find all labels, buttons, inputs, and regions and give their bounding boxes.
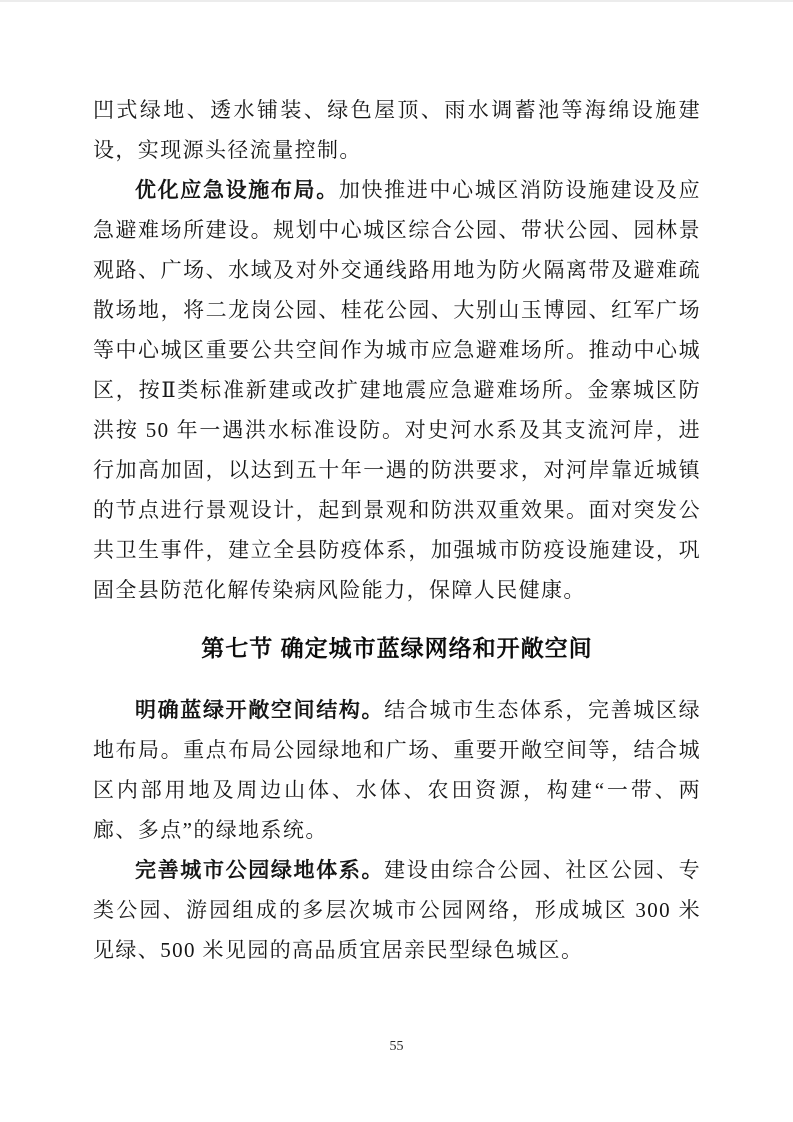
text-block (93, 90, 701, 970)
paragraph-text: 凹式绿地、透水铺装、绿色屋顶、雨水调蓄池等海绵设施建设，实现源头径流量控制。 (93, 98, 701, 162)
paragraph-emergency-facilities (93, 170, 701, 610)
paragraph-lead: 明确蓝绿开敞空间结构。 (135, 698, 385, 722)
paragraph-text: 结合城市生态体系，完善城区绿地布局。重点布局公园绿地和广场、重要开敞空间等，结合城区内部用地及周边山体、水体、农田资源，构建“一带、两廊、多点”的绿地系统。 (93, 698, 701, 842)
paragraph-lead: 完善城市公园绿地体系。 (135, 858, 385, 882)
paragraph-text: 建设由综合公园、社区公园、专类公园、游园组成的多层次城市公园网络，形成城区 300 米见绿、500 米见园的高品质宜居亲民型绿色城区。 (93, 858, 701, 962)
paragraph-blue-green-structure (93, 690, 701, 850)
section-heading: 第七节 确定城市蓝绿网络和开敞空间 (201, 635, 593, 661)
paragraph-continuation (93, 90, 701, 170)
paragraph-text: 加快推进中心城区消防设施建设及应急避难场所建设。规划中心城区综合公园、带状公园、园林景观路、广场、水域及对外交通线路用地为防火隔离带及避难疏散场地，将二龙岗公园、桂花公园、大别山玉博园、红军广场等中心城区重要公共空间作为城市应急避难场所。推动中心城区，按Ⅱ类标准新建或改扩建地震应急避难场所。金寨城区防洪按 50 年一遇洪水标准设防。对史河水系及其支流河岸，进行加高加固，以达到五十年一遇的防洪要求，对河岸靠近城镇的节点进行景观设计，起到景观和防洪双重效果。面对突发公共卫生事件，建立全县防疫体系，加强城市防疫设施建设，巩固全县防范化解传染病风险能力，保障人民健康。 (93, 178, 701, 602)
page-number: 55 (389, 1039, 404, 1054)
paragraph-lead: 优化应急设施布局。 (135, 178, 339, 202)
paragraph-park-system (93, 850, 701, 970)
